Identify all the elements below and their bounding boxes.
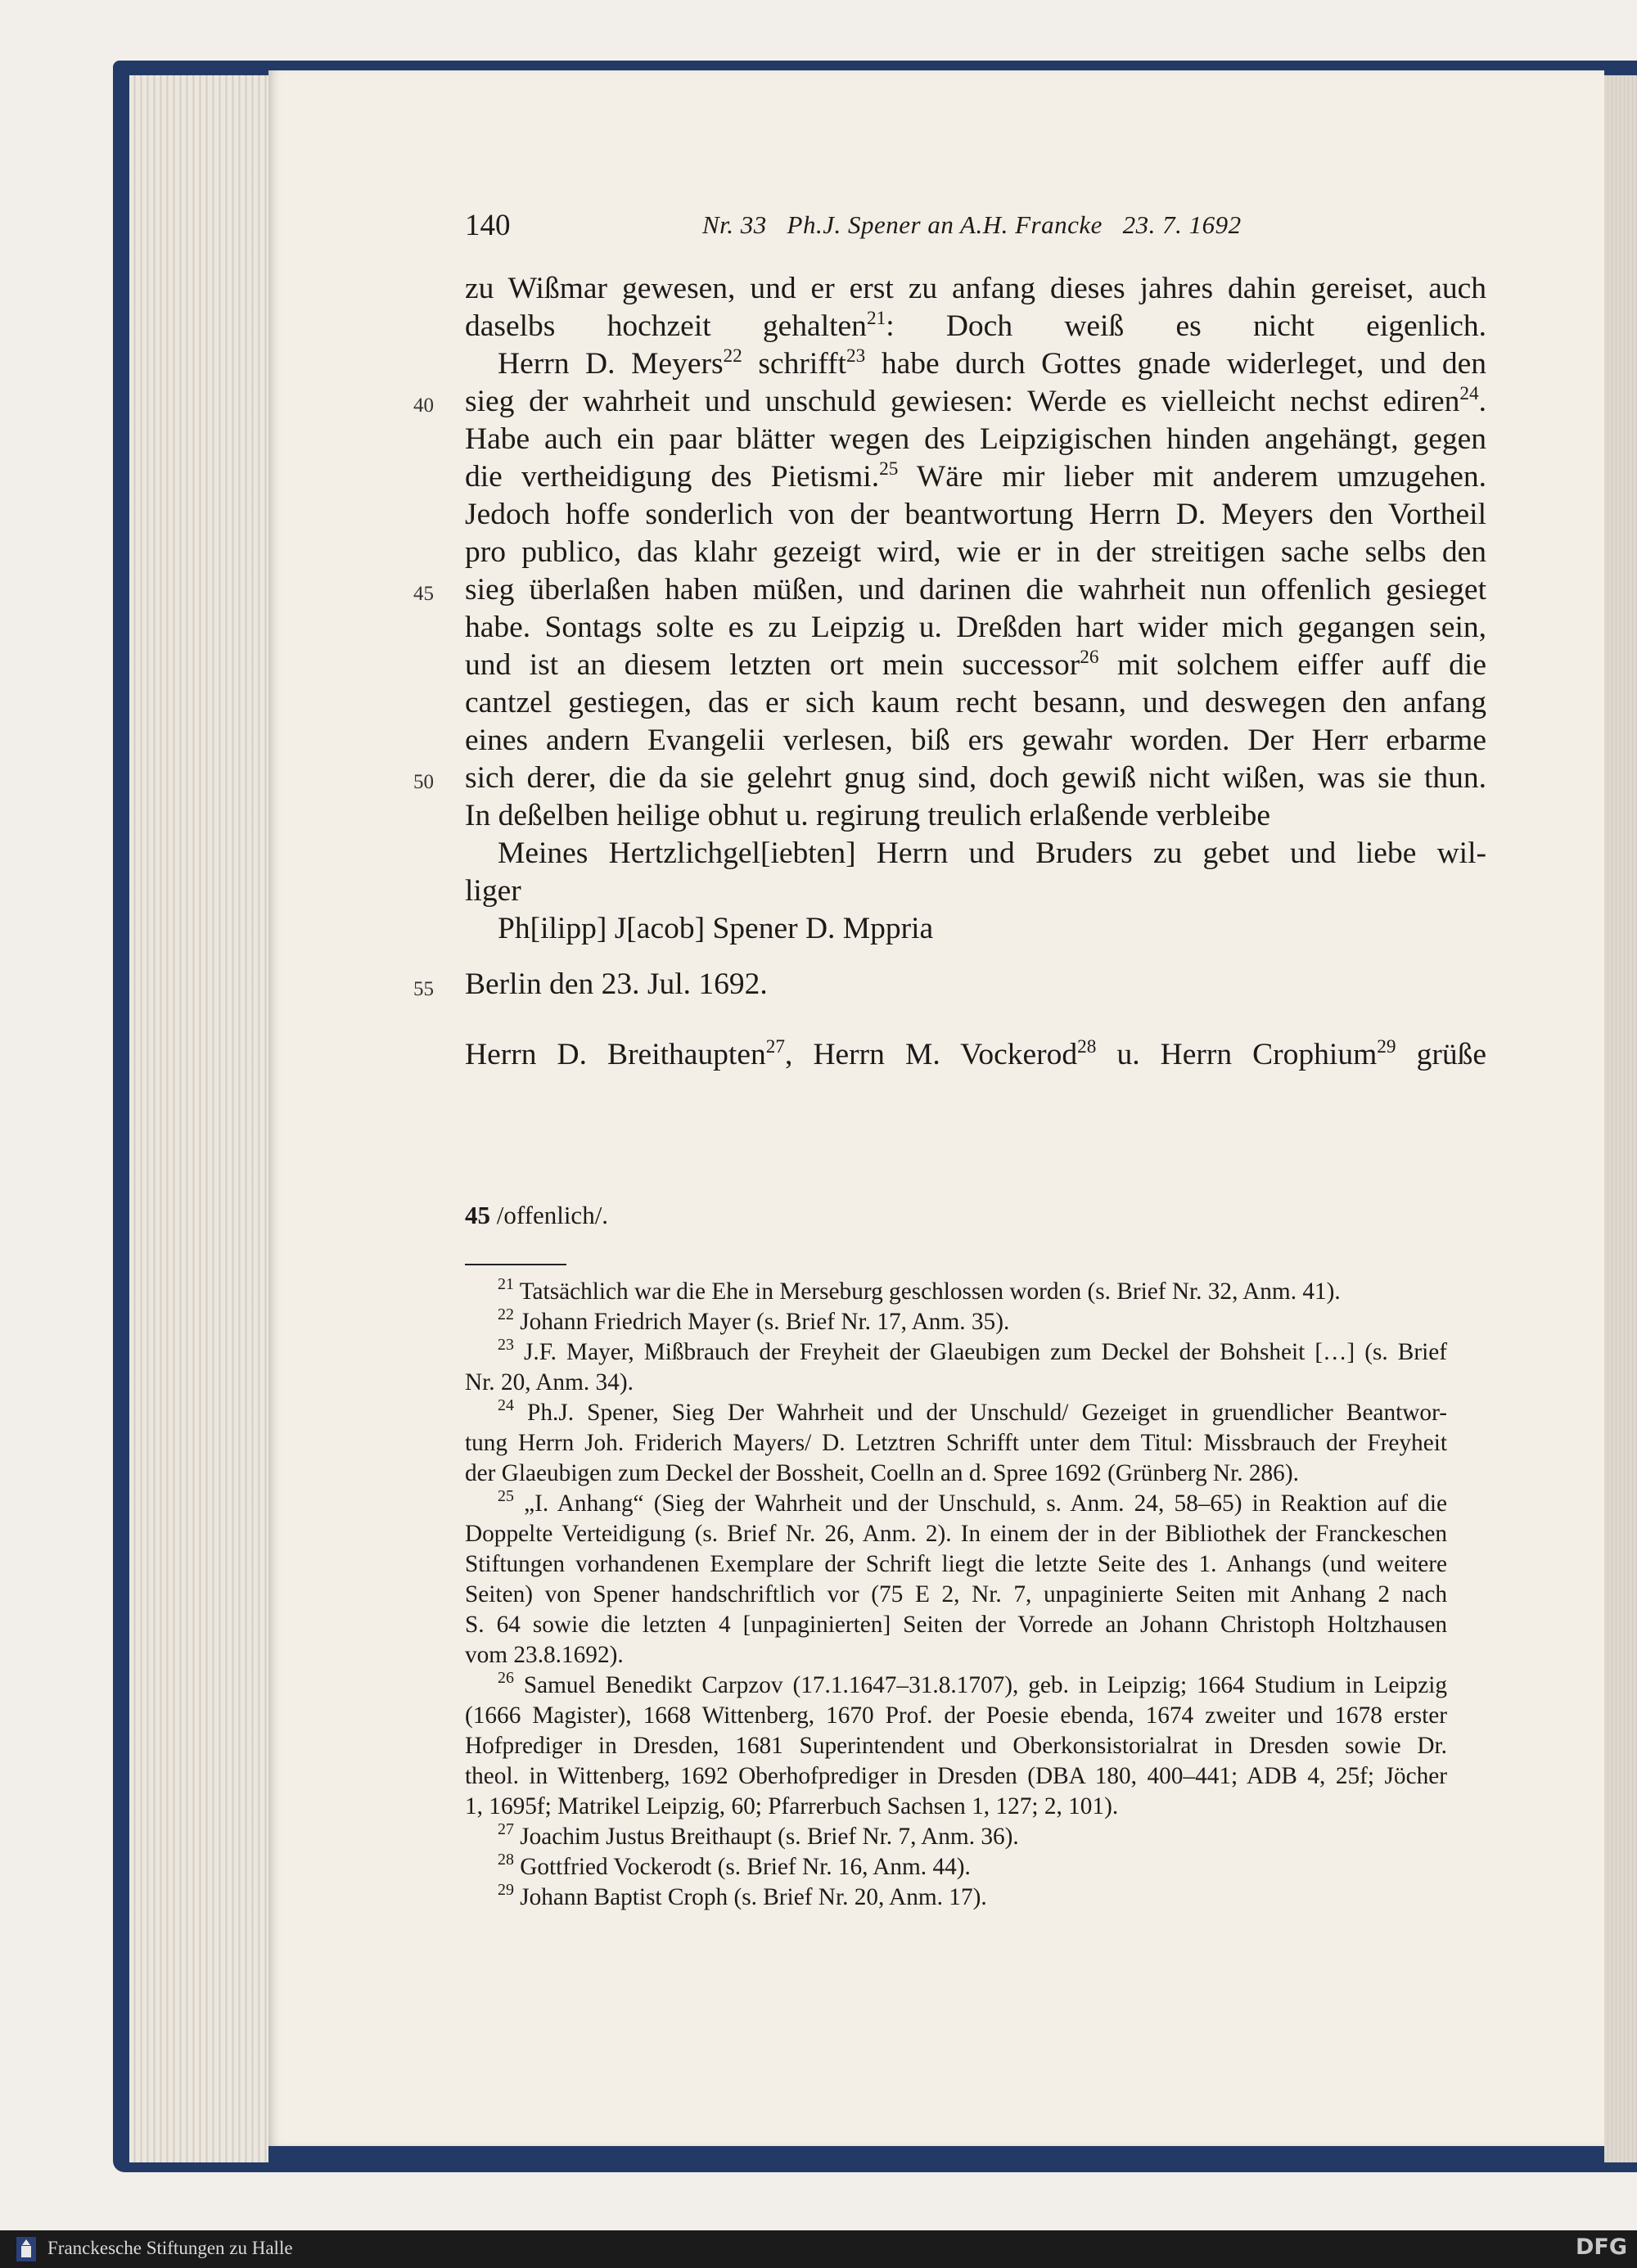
footnote-ref: 29 <box>1377 1035 1396 1057</box>
body-line: Herrn D. Meyers$^{22}$ schrifft$^{23}$ habe durch Gottes gnade widerleget, und den <box>498 345 1486 381</box>
left-page-edges <box>129 75 268 2162</box>
body-line: und ist an diesem letzten ort mein successor$^{26}$ mit solchem eiffer auff die <box>465 646 1486 682</box>
page-number: 140 <box>465 209 511 242</box>
body-line: liger <box>465 874 521 908</box>
body-line: zu Wißmar gewesen, und er erst zu anfang dieses jahres dahin gereiset, auch <box>465 272 1486 305</box>
right-page-edges <box>1604 75 1637 2162</box>
footnote: $^{26}$ Samuel Benedikt Carpzov (17.1.1647–31.8.1707), geb. in Leipzig; 1664 Studium in Leipzig <box>498 1668 1447 1698</box>
footnote-ref: 23 <box>846 345 866 367</box>
footnote-ref: 21 <box>866 307 886 329</box>
footnote-ref: 27 <box>765 1035 785 1057</box>
footnote-ref: 26 <box>1080 646 1099 668</box>
date-line: Berlin den 23. Jul. 1692. <box>465 967 768 1001</box>
footnote: $^{22}$ Johann Friedrich Mayer (s. Brief Nr. 17, Anm. 35). <box>498 1305 1010 1335</box>
footnote-continuation: Hofprediger in Dresden, 1681 Superintendent und Oberkonsistorialrat in Dresden sowie Dr. <box>465 1733 1447 1759</box>
body-line: cantzel gestiegen, das er sich kaum recht besann, und deswegen den anfang <box>465 686 1486 719</box>
footnote-continuation: 1, 1695f; Matrikel Leipzig, 60; Pfarrerbuch Sachsen 1, 127; 2, 101). <box>465 1793 1119 1819</box>
body-line: habe. Sontags solte es zu Leipzig u. Dreßden hart wider mich gegangen sein, <box>465 611 1486 644</box>
footnote: $^{24}$ Ph.J. Spener, Sieg Der Wahrheit und der Unschuld/ Gezeiget in gruendlicher Beantwor- <box>498 1396 1447 1426</box>
institution-name: Franckesche Stiftungen zu Halle <box>47 2238 293 2258</box>
signature-line: Ph[ilipp] J[acob] Spener D. Mppria <box>498 912 934 945</box>
body-line: pro publico, das klahr gezeigt wird, wie er in der streitigen sache selbs den <box>465 535 1486 569</box>
footnote-continuation: Doppelte Verteidigung (s. Brief Nr. 26, Anm. 2). In einem der in der Bibliothek der Franckeschen <box>465 1521 1447 1547</box>
running-head: Nr. 33 Ph.J. Spener an A.H. Francke 23. 7. 1692 <box>702 210 1242 239</box>
body-line: daselbs hochzeit gehalten$^{21}$: Doch weiß es nicht eigenlich. <box>465 307 1486 343</box>
body-line: Herrn D. Breithaupten$^{27}$, Herrn M. Vockerod$^{28}$ u. Herrn Crophium$^{29}$ grüße <box>465 1035 1486 1071</box>
line-number: 40 <box>413 395 434 417</box>
footnote-continuation: Seiten) von Spener handschriftlich vor (75 E 2, Nr. 7, unpaginierte Seiten mit Anhang 2 nach <box>465 1581 1447 1607</box>
footnote: $^{29}$ Johann Baptist Croph (s. Brief Nr. 20, Anm. 17). <box>498 1880 987 1910</box>
footnote-divider <box>465 1264 566 1265</box>
footnote-continuation: (1666 Magister), 1668 Wittenberg, 1670 Prof. der Poesie ebenda, 1674 zweiter und 1678 erster <box>465 1702 1447 1729</box>
foundation-logo-icon <box>15 2235 38 2263</box>
footnote-ref: 28 <box>1077 1035 1097 1057</box>
body-line: Habe auch ein paar blätter wegen des Leipzigischen hinden angehängt, gegen <box>465 422 1486 456</box>
footnote: $^{23}$ J.F. Mayer, Mißbrauch der Freyheit der Glaeubigen zum Deckel der Bohsheit […] (s. Brief <box>498 1335 1447 1365</box>
footnote-continuation: vom 23.8.1692). <box>465 1642 624 1668</box>
footnote-continuation: theol. in Wittenberg, 1692 Oberhofprediger in Dresden (DBA 180, 400–441; ADB 4, 25f; Jöcher <box>465 1763 1447 1789</box>
body-line: eines andern Evangelii verlesen, biß ers gewahr worden. Der Herr erbarme <box>465 724 1486 757</box>
body-line: In deßelben heilige obhut u. regirung treulich erlaßende verbleibe <box>465 799 1270 832</box>
footnote-continuation: S. 64 sowie die letzten 4 [unpaginierten] Seiten der Vorrede an Johann Christoph Holtzhausen <box>465 1612 1447 1638</box>
body-line: Jedoch hoffe sonderlich von der beantwortung Herrn D. Meyers den Vortheil <box>465 498 1486 531</box>
footnote-continuation: Stiftungen vorhandenen Exemplare der Schrift liegt die letzte Seite des 1. Anhangs (und weitere <box>465 1551 1447 1577</box>
line-number: 55 <box>413 978 434 1000</box>
footnote-ref: 22 <box>723 345 742 367</box>
body-line: sich derer, die da sie gelehrt gnug sind, doch gewiß nicht wißen, was sie thun. <box>465 761 1486 795</box>
footnote: $^{21}$ Tatsächlich war die Ehe in Merseburg geschlossen worden (s. Brief Nr. 32, Anm. 41). <box>498 1274 1341 1305</box>
footnote-ref: 25 <box>879 458 899 480</box>
footnote: $^{27}$ Joachim Justus Breithaupt (s. Brief Nr. 7, Anm. 36). <box>498 1819 1019 1850</box>
footnote-continuation: der Glaeubigen zum Deckel der Bossheit, Coelln an d. Spree 1692 (Grünberg Nr. 286). <box>465 1460 1299 1486</box>
footnote: $^{28}$ Gottfried Vockerodt (s. Brief Nr. 16, Anm. 44). <box>498 1850 971 1880</box>
body-line: sieg überlaßen haben müßen, und darinen die wahrheit nun offenlich gesieget <box>465 573 1486 606</box>
body-line: sieg der wahrheit und unschuld gewiesen: Werde es vielleicht nechst ediren$^{24}$. <box>465 382 1486 418</box>
body-line: Meines Hertzlichgel[iebten] Herrn und Bruders zu gebet und liebe wil- <box>498 836 1486 870</box>
footnote-ref: 24 <box>1459 382 1479 404</box>
dfg-logo: DFG <box>1576 2234 1628 2260</box>
line-number: 45 <box>413 583 434 605</box>
variant-note: 45 /offenlich/. <box>465 1201 609 1229</box>
footnote: $^{25}$ „I. Anhang“ (Sieg der Wahrheit und der Unschuld, s. Anm. 24, 58–65) in Reaktion auf die <box>498 1486 1447 1517</box>
footnote-continuation: Nr. 20, Anm. 34). <box>465 1369 634 1396</box>
body-line: die vertheidigung des Pietismi.$^{25}$ Wäre mir lieber mit anderem umzugehen. <box>465 458 1486 494</box>
line-number: 50 <box>413 771 434 793</box>
footnote-continuation: tung Herrn Joh. Friderich Mayers/ D. Letztren Schrifft unter dem Titul: Missbrauch der Freyheit <box>465 1430 1447 1456</box>
